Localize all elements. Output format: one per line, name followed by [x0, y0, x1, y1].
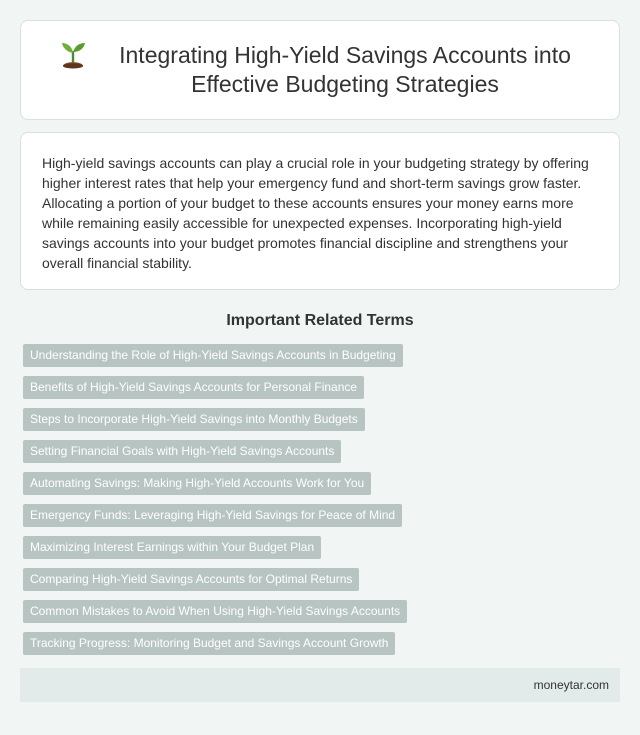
- related-term-tag[interactable]: Benefits of High-Yield Savings Accounts for Personal Finance: [23, 376, 364, 399]
- related-term-tag[interactable]: Setting Financial Goals with High-Yield Savings Accounts: [23, 440, 341, 463]
- related-term-tag[interactable]: Automating Savings: Making High-Yield Accounts Work for You: [23, 472, 371, 495]
- related-term-tag[interactable]: Emergency Funds: Leveraging High-Yield Savings for Peace of Mind: [23, 504, 402, 527]
- related-term-tag[interactable]: Common Mistakes to Avoid When Using High-Yield Savings Accounts: [23, 600, 407, 623]
- header-inner: [55, 41, 585, 99]
- page-title: Integrating High-Yield Savings Accounts into Effective Budgeting Strategies: [119, 42, 571, 97]
- summary-text: High-yield savings accounts can play a crucial role in your budgeting strategy by offering higher interest rates that help your emergency fund and short-term savings grow faster. Allocating a portion of your budget to these accounts ensures your money earns more while remaining easily accessible for unexpected expenses. Incorporating high-yield savings accounts into your budget promotes financial discipline and strengthens your overall financial stability.: [42, 155, 589, 271]
- related-term-tag[interactable]: Understanding the Role of High-Yield Savings Accounts in Budgeting: [23, 344, 403, 367]
- seedling-icon: [55, 35, 91, 75]
- related-term-tag[interactable]: Tracking Progress: Monitoring Budget and Savings Account Growth: [23, 632, 395, 655]
- related-term-tag[interactable]: Steps to Incorporate High-Yield Savings into Monthly Budgets: [23, 408, 365, 431]
- related-terms-list: [20, 344, 620, 664]
- footer-bar: [20, 668, 620, 702]
- footer-site-link[interactable]: moneytar.com: [533, 678, 609, 692]
- related-terms-heading: Important Related Terms: [226, 312, 414, 329]
- related-term-tag[interactable]: Maximizing Interest Earnings within Your Budget Plan: [23, 536, 321, 559]
- summary-card: [20, 132, 620, 290]
- header-card: [20, 20, 620, 120]
- related-term-tag[interactable]: Comparing High-Yield Savings Accounts for Optimal Returns: [23, 568, 359, 591]
